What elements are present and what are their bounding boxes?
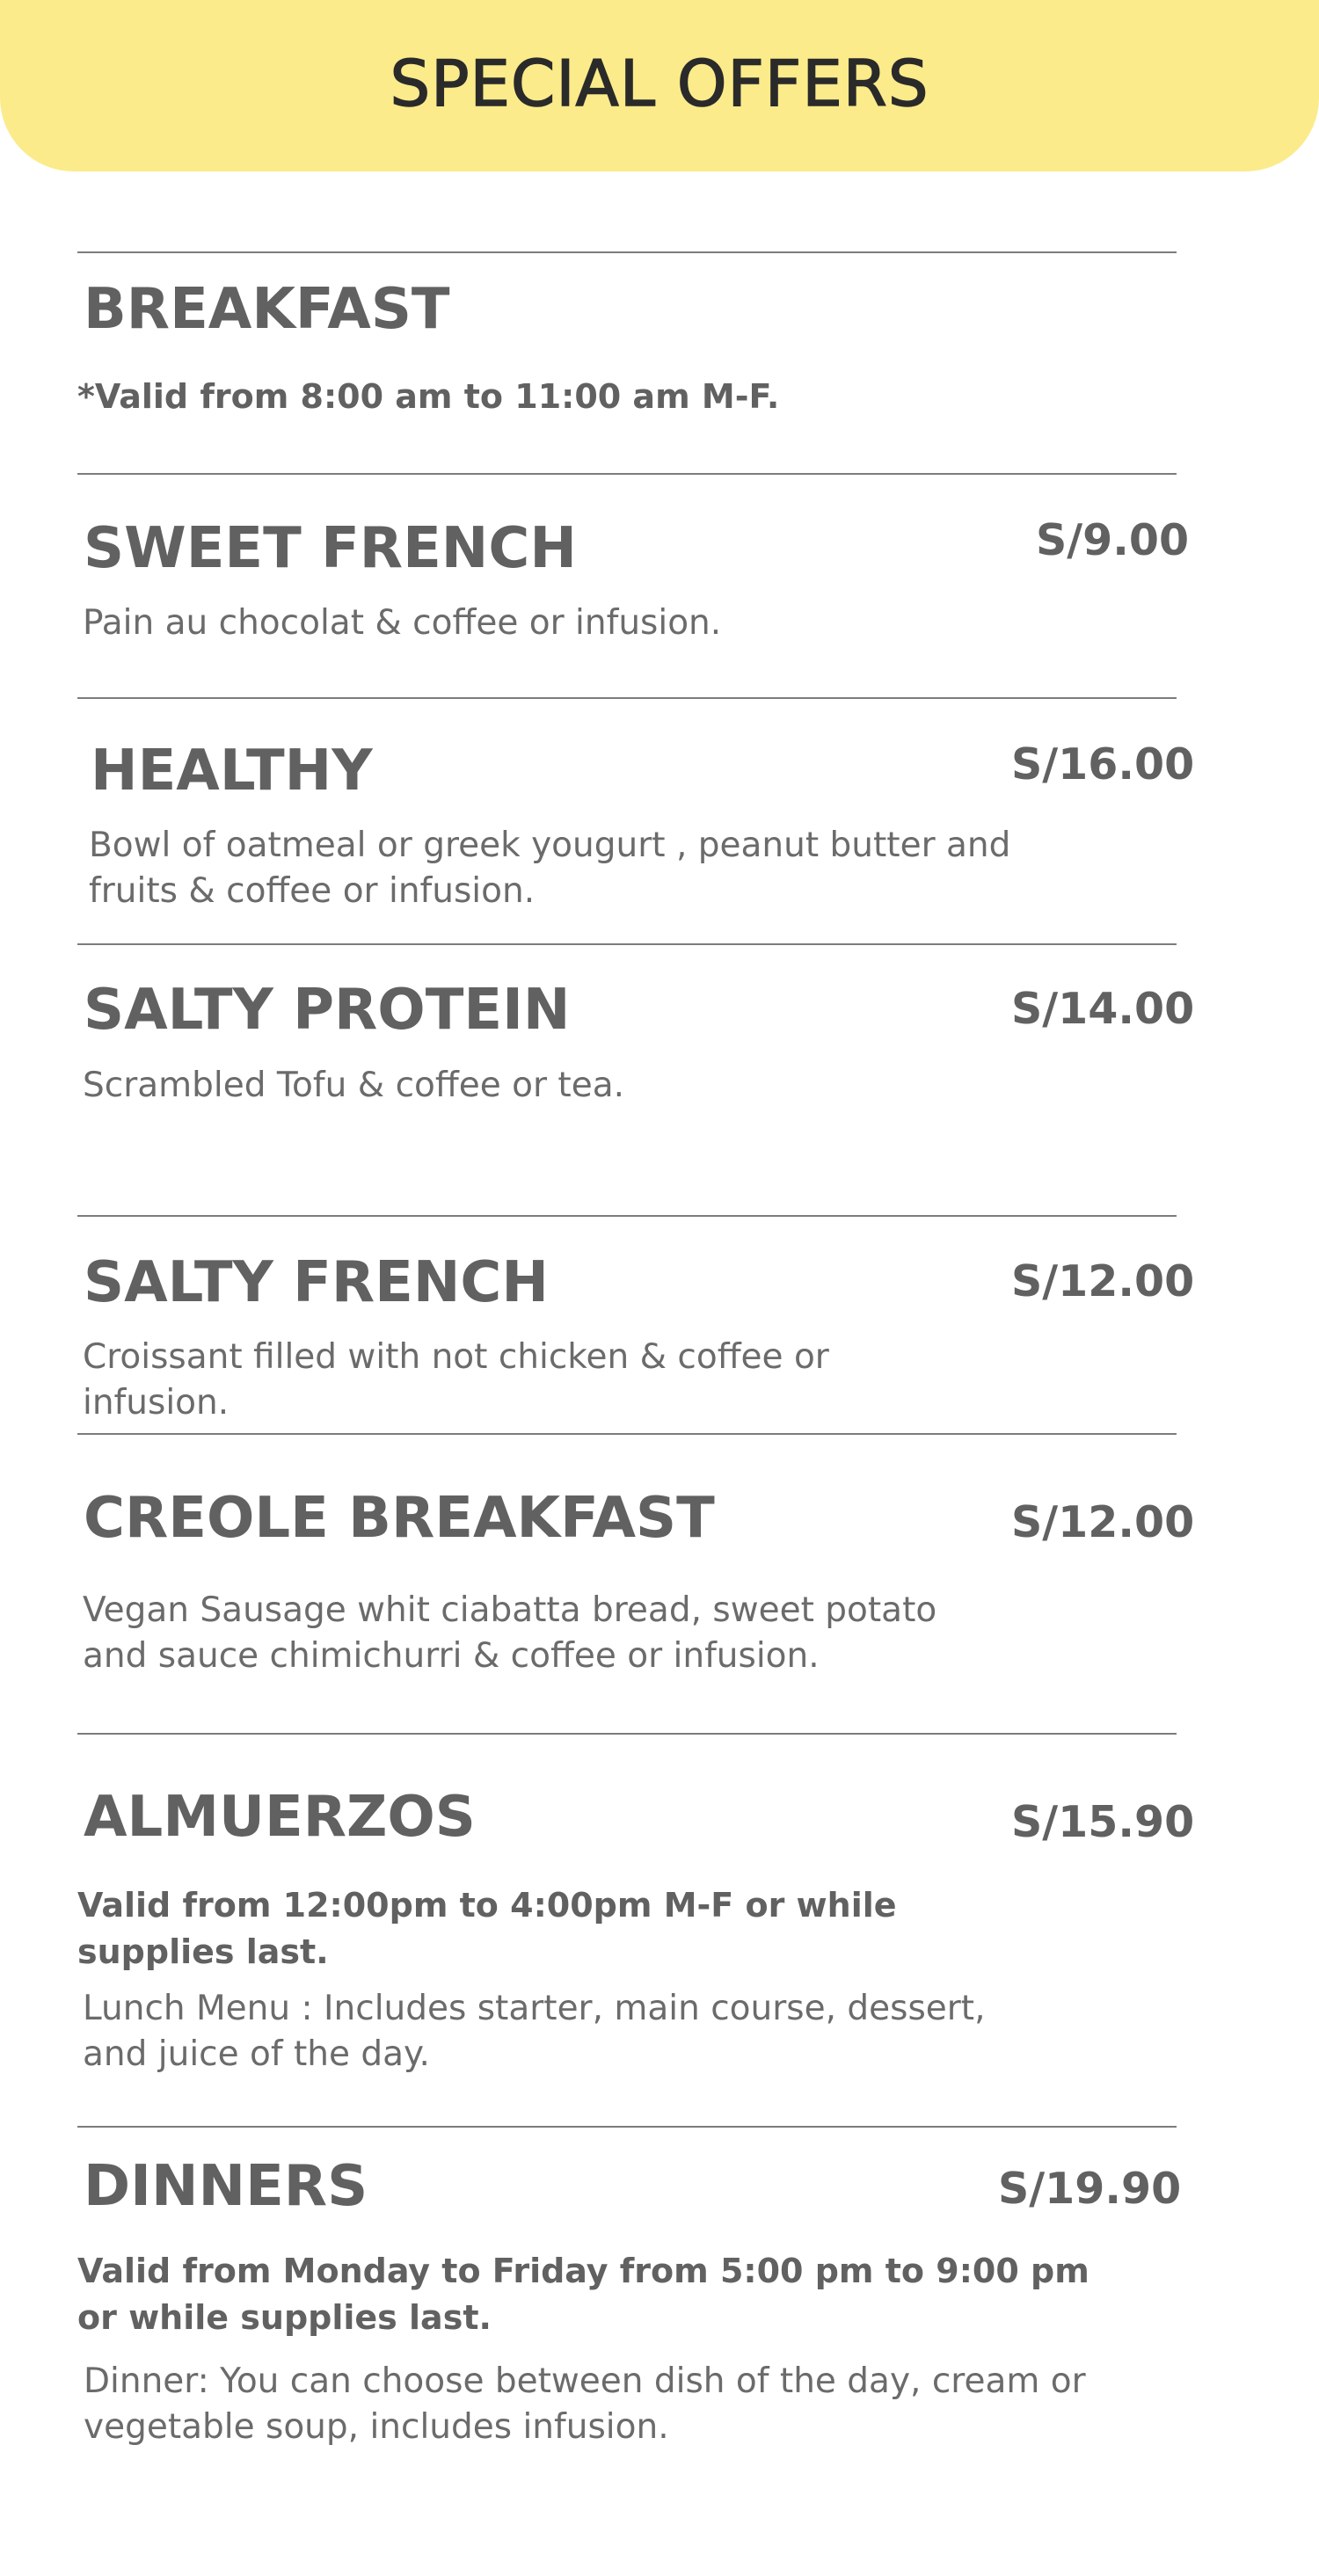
item-price-sweet-french: S/9.00 [1036,515,1190,565]
item-title-salty-french: SALTY FRENCH [84,1250,549,1315]
item-description-salty-protein: Scrambled Tofu & coffee or tea. [83,1066,625,1105]
divider [77,1733,1177,1735]
dinners-description: Dinner: You can choose between dish of the day, cream or vegetable soup, includes infusion. [84,2361,1086,2447]
section-price-almuerzos: S/15.90 [1011,1797,1195,1847]
divider [77,1433,1177,1435]
item-description-healthy: Bowl of oatmeal or greek yougurt , peanut butter and fruits & coffee or infusion. [89,826,1011,911]
item-price-salty-french: S/12.00 [1011,1256,1195,1306]
almuerzos-description: Lunch Menu : Includes starter, main course, dessert, and juice of the day. [83,1989,986,2074]
divider [77,473,1177,475]
item-description-sweet-french: Pain au chocolat & coffee or infusion. [83,603,722,643]
breakfast-validity-note: *Valid from 8:00 am to 11:00 am M-F. [77,377,780,416]
item-title-salty-protein: SALTY PROTEIN [84,978,571,1043]
item-title-healthy: HEALTHY [91,739,373,804]
section-title-breakfast: BREAKFAST [84,277,450,342]
divider [77,943,1177,945]
item-description-salty-french: Croissant filled with not chicken & coffee or infusion. [83,1337,829,1423]
item-title-sweet-french: SWEET FRENCH [84,516,577,581]
item-description-creole-breakfast: Vegan Sausage whit ciabatta bread, sweet potato and sauce chimichurri & coffee or infusion. [83,1590,937,1676]
divider [77,1215,1177,1217]
divider [77,2126,1177,2128]
item-title-creole-breakfast: CREOLE BREAKFAST [84,1486,715,1551]
page-title: SPECIAL OFFERS [390,47,929,120]
item-price-healthy: S/16.00 [1011,739,1195,790]
almuerzos-validity-note: Valid from 12:00pm to 4:00pm M-F or while supplies last. [77,1886,897,1971]
divider [77,251,1177,253]
divider [77,697,1177,699]
section-title-dinners: DINNERS [84,2154,368,2219]
section-price-dinners: S/19.90 [998,2164,1182,2214]
item-price-creole-breakfast: S/12.00 [1011,1497,1195,1547]
item-price-salty-protein: S/14.00 [1011,984,1195,1034]
section-title-almuerzos: ALMUERZOS [84,1785,476,1850]
dinners-validity-note: Valid from Monday to Friday from 5:00 pm to 9:00 pm or while supplies last. [77,2252,1089,2337]
